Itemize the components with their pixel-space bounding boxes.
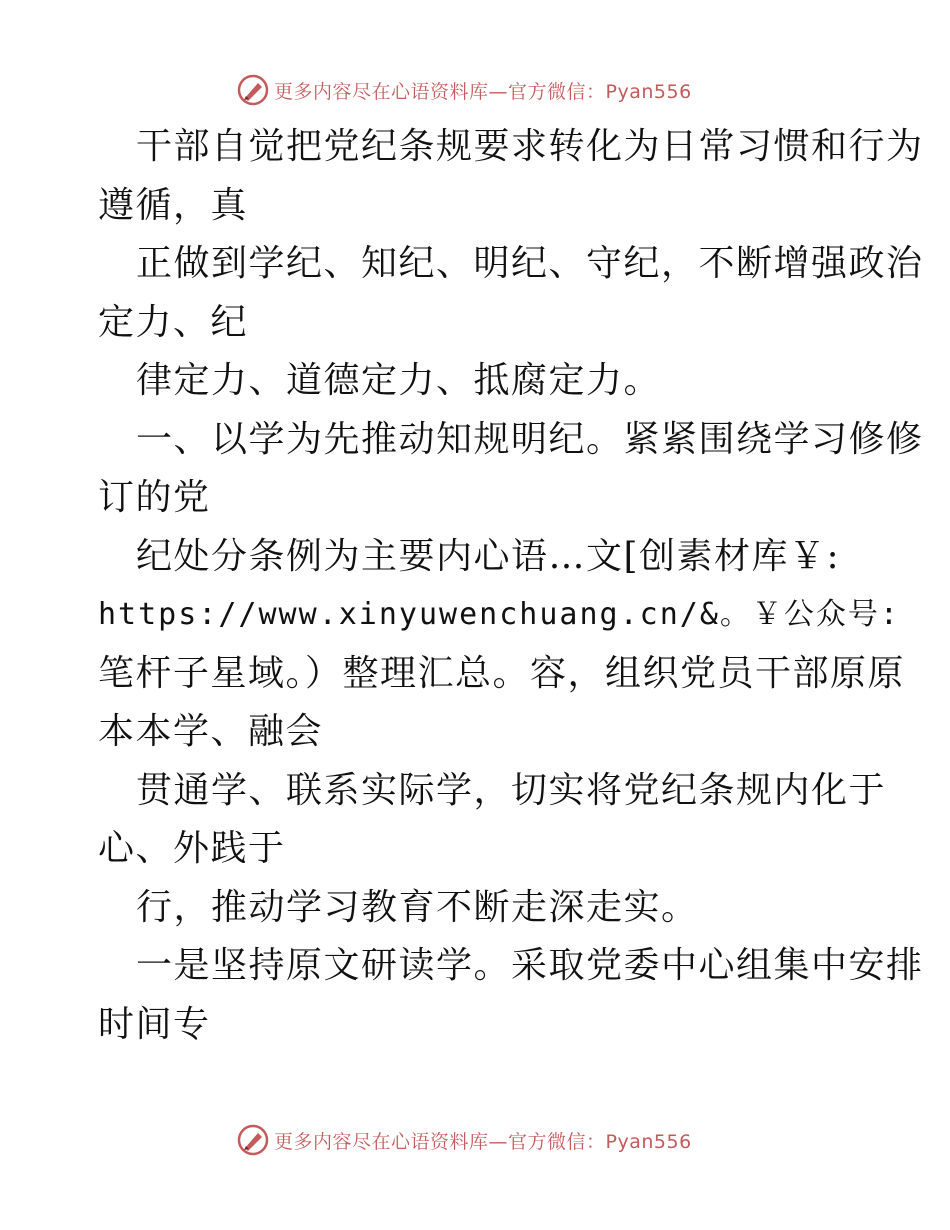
text-line: 行，推动学习教育不断走深走实。 [136, 886, 699, 928]
text-line: 笔杆子星域。）整理汇总。容，组织党员干部原原 [98, 652, 906, 694]
text-line: 定力、纪 [98, 301, 249, 343]
text-line: 时间专 [98, 1003, 211, 1045]
text-line: 纪处分条例为主要内心语…文[创素材库￥: [136, 535, 841, 577]
text-line: 本本学、融会 [98, 711, 324, 752]
header-banner [236, 70, 692, 110]
text-line: 订的党 [98, 477, 211, 518]
text-line: 律定力、道德定力、抵腐定力。 [136, 360, 662, 401]
text-line: 一是坚持原文研读学。采取党委中心组集中安排 [136, 945, 924, 986]
pen-nib-icon [236, 1123, 270, 1157]
text-line: 贯通学、联系实际学，切实将党纪条规内化于 [136, 769, 887, 811]
text-line: 心、外践于 [98, 828, 286, 869]
banner-text: 更多内容尽在心语资料库—官方微信：Pyan556 [274, 1130, 692, 1153]
document-body [98, 118, 924, 1054]
text-line: 正做到学纪、知纪、明纪、守纪，不断增强政治 [136, 243, 924, 284]
footer-banner [236, 1120, 692, 1160]
text-line: 遵循，真 [98, 184, 249, 226]
url-line: https://www.xinyuwenchuang.cn/&。￥公众号: [98, 597, 900, 632]
banner-text: 更多内容尽在心语资料库—官方微信：Pyan556 [274, 80, 692, 103]
pen-nib-icon [236, 73, 270, 107]
text-line: 干部自觉把党纪条规要求转化为日常习惯和行为 [136, 126, 924, 167]
text-line: 一、以学为先推动知规明纪。紧紧围绕学习修修 [136, 418, 924, 460]
